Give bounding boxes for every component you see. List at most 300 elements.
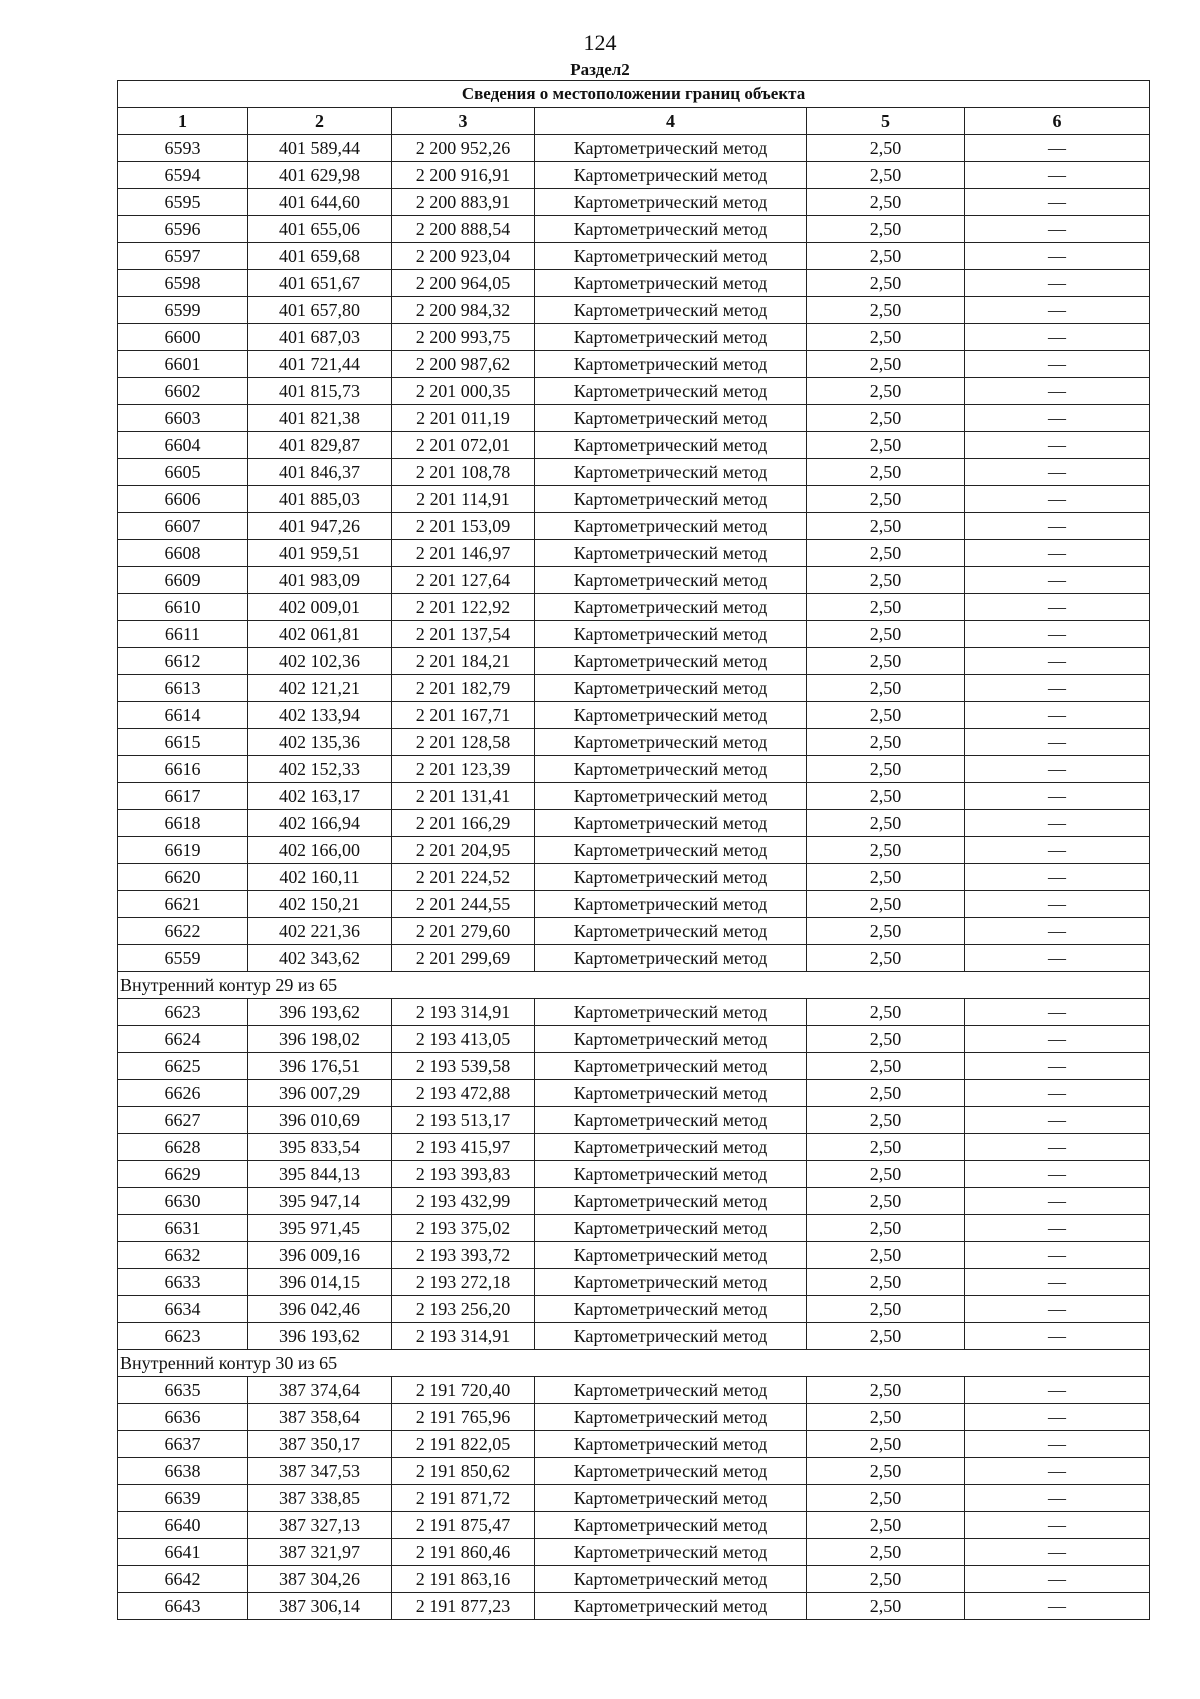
description-cell: —	[965, 864, 1150, 891]
y-coordinate-cell: 2 200 952,26	[392, 135, 535, 162]
point-number-cell: 6620	[118, 864, 248, 891]
method-cell: Картометрический метод	[535, 702, 807, 729]
point-number-cell: 6617	[118, 783, 248, 810]
point-number-cell: 6605	[118, 459, 248, 486]
accuracy-cell: 2,50	[807, 405, 965, 432]
x-coordinate-cell: 402 160,11	[248, 864, 392, 891]
description-cell: —	[965, 1404, 1150, 1431]
description-cell: —	[965, 1188, 1150, 1215]
accuracy-cell: 2,50	[807, 864, 965, 891]
point-number-cell: 6604	[118, 432, 248, 459]
y-coordinate-cell: 2 201 204,95	[392, 837, 535, 864]
column-number: 4	[535, 108, 807, 135]
x-coordinate-cell: 395 947,14	[248, 1188, 392, 1215]
x-coordinate-cell: 402 135,36	[248, 729, 392, 756]
y-coordinate-cell: 2 191 850,62	[392, 1458, 535, 1485]
y-coordinate-cell: 2 193 472,88	[392, 1080, 535, 1107]
x-coordinate-cell: 402 102,36	[248, 648, 392, 675]
accuracy-cell: 2,50	[807, 486, 965, 513]
point-number-cell: 6636	[118, 1404, 248, 1431]
method-cell: Картометрический метод	[535, 1458, 807, 1485]
accuracy-cell: 2,50	[807, 270, 965, 297]
method-cell: Картометрический метод	[535, 351, 807, 378]
table-row	[118, 1107, 1150, 1134]
y-coordinate-cell: 2 201 108,78	[392, 459, 535, 486]
accuracy-cell: 2,50	[807, 540, 965, 567]
method-cell: Картометрический метод	[535, 1566, 807, 1593]
x-coordinate-cell: 401 687,03	[248, 324, 392, 351]
accuracy-cell: 2,50	[807, 1026, 965, 1053]
table-row	[118, 1134, 1150, 1161]
x-coordinate-cell: 401 947,26	[248, 513, 392, 540]
method-cell: Картометрический метод	[535, 1485, 807, 1512]
y-coordinate-cell: 2 193 415,97	[392, 1134, 535, 1161]
point-number-cell: 6629	[118, 1161, 248, 1188]
description-cell: —	[965, 945, 1150, 972]
accuracy-cell: 2,50	[807, 1593, 965, 1620]
y-coordinate-cell: 2 201 184,21	[392, 648, 535, 675]
point-number-cell: 6611	[118, 621, 248, 648]
method-cell: Картометрический метод	[535, 918, 807, 945]
table-row	[118, 756, 1150, 783]
x-coordinate-cell: 396 042,46	[248, 1296, 392, 1323]
table-title-row	[118, 81, 1150, 108]
accuracy-cell: 2,50	[807, 756, 965, 783]
description-cell: —	[965, 1215, 1150, 1242]
page-number: 124	[583, 30, 617, 55]
table-row	[118, 1080, 1150, 1107]
point-number-cell: 6623	[118, 999, 248, 1026]
point-number-cell: 6643	[118, 1593, 248, 1620]
method-cell: Картометрический метод	[535, 594, 807, 621]
column-number-row	[118, 108, 1150, 135]
point-number-cell: 6559	[118, 945, 248, 972]
point-number-cell: 6595	[118, 189, 248, 216]
x-coordinate-cell: 396 014,15	[248, 1269, 392, 1296]
x-coordinate-cell: 396 198,02	[248, 1026, 392, 1053]
x-coordinate-cell: 387 338,85	[248, 1485, 392, 1512]
x-coordinate-cell: 401 821,38	[248, 405, 392, 432]
method-cell: Картометрический метод	[535, 1296, 807, 1323]
point-number-cell: 6613	[118, 675, 248, 702]
accuracy-cell: 2,50	[807, 918, 965, 945]
table-row	[118, 1188, 1150, 1215]
x-coordinate-cell: 395 971,45	[248, 1215, 392, 1242]
x-coordinate-cell: 401 657,80	[248, 297, 392, 324]
y-coordinate-cell: 2 193 375,02	[392, 1215, 535, 1242]
description-cell: —	[965, 675, 1150, 702]
table-row	[118, 621, 1150, 648]
accuracy-cell: 2,50	[807, 378, 965, 405]
x-coordinate-cell: 387 358,64	[248, 1404, 392, 1431]
y-coordinate-cell: 2 201 072,01	[392, 432, 535, 459]
method-cell: Картометрический метод	[535, 675, 807, 702]
table-row	[118, 351, 1150, 378]
y-coordinate-cell: 2 201 153,09	[392, 513, 535, 540]
y-coordinate-cell: 2 193 432,99	[392, 1188, 535, 1215]
y-coordinate-cell: 2 201 011,19	[392, 405, 535, 432]
description-cell: —	[965, 1431, 1150, 1458]
point-number-cell: 6607	[118, 513, 248, 540]
accuracy-cell: 2,50	[807, 1053, 965, 1080]
method-cell: Картометрический метод	[535, 1053, 807, 1080]
table-row	[118, 648, 1150, 675]
description-cell: —	[965, 459, 1150, 486]
description-cell: —	[965, 1026, 1150, 1053]
y-coordinate-cell: 2 201 299,69	[392, 945, 535, 972]
y-coordinate-cell: 2 193 256,20	[392, 1296, 535, 1323]
accuracy-cell: 2,50	[807, 351, 965, 378]
description-cell: —	[965, 756, 1150, 783]
y-coordinate-cell: 2 200 964,05	[392, 270, 535, 297]
accuracy-cell: 2,50	[807, 810, 965, 837]
description-cell: —	[965, 270, 1150, 297]
method-cell: Картометрический метод	[535, 1188, 807, 1215]
table-row	[118, 810, 1150, 837]
description-cell: —	[965, 1593, 1150, 1620]
point-number-cell: 6606	[118, 486, 248, 513]
x-coordinate-cell: 401 651,67	[248, 270, 392, 297]
point-number-cell: 6638	[118, 1458, 248, 1485]
x-coordinate-cell: 396 193,62	[248, 999, 392, 1026]
accuracy-cell: 2,50	[807, 945, 965, 972]
x-coordinate-cell: 401 659,68	[248, 243, 392, 270]
description-cell: —	[965, 1485, 1150, 1512]
y-coordinate-cell: 2 201 128,58	[392, 729, 535, 756]
y-coordinate-cell: 2 200 888,54	[392, 216, 535, 243]
x-coordinate-cell: 402 166,94	[248, 810, 392, 837]
x-coordinate-cell: 401 959,51	[248, 540, 392, 567]
y-coordinate-cell: 2 201 131,41	[392, 783, 535, 810]
x-coordinate-cell: 401 983,09	[248, 567, 392, 594]
description-cell: —	[965, 378, 1150, 405]
point-number-cell: 6627	[118, 1107, 248, 1134]
y-coordinate-cell: 2 193 314,91	[392, 999, 535, 1026]
table-row	[118, 216, 1150, 243]
accuracy-cell: 2,50	[807, 1242, 965, 1269]
accuracy-cell: 2,50	[807, 837, 965, 864]
point-number-cell: 6626	[118, 1080, 248, 1107]
method-cell: Картометрический метод	[535, 270, 807, 297]
point-number-cell: 6602	[118, 378, 248, 405]
table-title: Сведения о местоположении границ объекта	[118, 81, 1150, 108]
table-row	[118, 1485, 1150, 1512]
x-coordinate-cell: 401 589,44	[248, 135, 392, 162]
method-cell: Картометрический метод	[535, 135, 807, 162]
accuracy-cell: 2,50	[807, 675, 965, 702]
table-row	[118, 432, 1150, 459]
description-cell: —	[965, 189, 1150, 216]
column-number: 1	[118, 108, 248, 135]
y-coordinate-cell: 2 201 166,29	[392, 810, 535, 837]
x-coordinate-cell: 402 343,62	[248, 945, 392, 972]
x-coordinate-cell: 402 009,01	[248, 594, 392, 621]
method-cell: Картометрический метод	[535, 513, 807, 540]
method-cell: Картометрический метод	[535, 405, 807, 432]
description-cell: —	[965, 594, 1150, 621]
boundary-coordinates-table	[117, 80, 1150, 1620]
method-cell: Картометрический метод	[535, 783, 807, 810]
y-coordinate-cell: 2 201 244,55	[392, 891, 535, 918]
y-coordinate-cell: 2 200 993,75	[392, 324, 535, 351]
table-row	[118, 243, 1150, 270]
accuracy-cell: 2,50	[807, 1080, 965, 1107]
table-row	[118, 1269, 1150, 1296]
method-cell: Картометрический метод	[535, 297, 807, 324]
method-cell: Картометрический метод	[535, 189, 807, 216]
accuracy-cell: 2,50	[807, 1134, 965, 1161]
point-number-cell: 6625	[118, 1053, 248, 1080]
y-coordinate-cell: 2 201 122,92	[392, 594, 535, 621]
point-number-cell: 6600	[118, 324, 248, 351]
x-coordinate-cell: 396 010,69	[248, 1107, 392, 1134]
point-number-cell: 6593	[118, 135, 248, 162]
x-coordinate-cell: 387 306,14	[248, 1593, 392, 1620]
description-cell: —	[965, 1107, 1150, 1134]
method-cell: Картометрический метод	[535, 486, 807, 513]
x-coordinate-cell: 402 133,94	[248, 702, 392, 729]
x-coordinate-cell: 387 350,17	[248, 1431, 392, 1458]
description-cell: —	[965, 891, 1150, 918]
accuracy-cell: 2,50	[807, 1269, 965, 1296]
point-number-cell: 6615	[118, 729, 248, 756]
table-row	[118, 891, 1150, 918]
x-coordinate-cell: 402 121,21	[248, 675, 392, 702]
method-cell: Картометрический метод	[535, 216, 807, 243]
x-coordinate-cell: 402 152,33	[248, 756, 392, 783]
description-cell: —	[965, 1269, 1150, 1296]
accuracy-cell: 2,50	[807, 297, 965, 324]
description-cell: —	[965, 702, 1150, 729]
description-cell: —	[965, 1566, 1150, 1593]
description-cell: —	[965, 297, 1150, 324]
column-number: 2	[248, 108, 392, 135]
table-row	[118, 999, 1150, 1026]
table-row	[118, 513, 1150, 540]
accuracy-cell: 2,50	[807, 999, 965, 1026]
accuracy-cell: 2,50	[807, 1161, 965, 1188]
method-cell: Картометрический метод	[535, 432, 807, 459]
table-row	[118, 567, 1150, 594]
point-number-cell: 6632	[118, 1242, 248, 1269]
x-coordinate-cell: 387 327,13	[248, 1512, 392, 1539]
x-coordinate-cell: 402 061,81	[248, 621, 392, 648]
y-coordinate-cell: 2 201 000,35	[392, 378, 535, 405]
point-number-cell: 6601	[118, 351, 248, 378]
table-row	[118, 702, 1150, 729]
method-cell: Картометрический метод	[535, 1512, 807, 1539]
accuracy-cell: 2,50	[807, 1431, 965, 1458]
accuracy-cell: 2,50	[807, 1404, 965, 1431]
point-number-cell: 6616	[118, 756, 248, 783]
point-number-cell: 6598	[118, 270, 248, 297]
description-cell: —	[965, 540, 1150, 567]
x-coordinate-cell: 395 833,54	[248, 1134, 392, 1161]
accuracy-cell: 2,50	[807, 1296, 965, 1323]
description-cell: —	[965, 810, 1150, 837]
y-coordinate-cell: 2 191 875,47	[392, 1512, 535, 1539]
method-cell: Картометрический метод	[535, 1593, 807, 1620]
table-row	[118, 783, 1150, 810]
y-coordinate-cell: 2 200 883,91	[392, 189, 535, 216]
table-row	[118, 270, 1150, 297]
point-number-cell: 6612	[118, 648, 248, 675]
accuracy-cell: 2,50	[807, 243, 965, 270]
accuracy-cell: 2,50	[807, 621, 965, 648]
method-cell: Картометрический метод	[535, 729, 807, 756]
x-coordinate-cell: 402 163,17	[248, 783, 392, 810]
description-cell: —	[965, 1134, 1150, 1161]
method-cell: Картометрический метод	[535, 837, 807, 864]
method-cell: Картометрический метод	[535, 756, 807, 783]
table-row	[118, 1539, 1150, 1566]
y-coordinate-cell: 2 193 393,72	[392, 1242, 535, 1269]
point-number-cell: 6621	[118, 891, 248, 918]
y-coordinate-cell: 2 191 877,23	[392, 1593, 535, 1620]
table-row	[118, 594, 1150, 621]
accuracy-cell: 2,50	[807, 1323, 965, 1350]
point-number-cell: 6624	[118, 1026, 248, 1053]
x-coordinate-cell: 387 304,26	[248, 1566, 392, 1593]
table-row	[118, 378, 1150, 405]
table-row	[118, 1566, 1150, 1593]
method-cell: Картометрический метод	[535, 378, 807, 405]
method-cell: Картометрический метод	[535, 1431, 807, 1458]
table-row	[118, 1323, 1150, 1350]
y-coordinate-cell: 2 191 765,96	[392, 1404, 535, 1431]
description-cell: —	[965, 1539, 1150, 1566]
contour-label: Внутренний контур 30 из 65	[118, 1350, 1150, 1377]
table-row	[118, 135, 1150, 162]
y-coordinate-cell: 2 193 413,05	[392, 1026, 535, 1053]
table-row	[118, 1431, 1150, 1458]
method-cell: Картометрический метод	[535, 459, 807, 486]
point-number-cell: 6642	[118, 1566, 248, 1593]
y-coordinate-cell: 2 191 720,40	[392, 1377, 535, 1404]
table-row	[118, 297, 1150, 324]
table-row	[118, 918, 1150, 945]
method-cell: Картометрический метод	[535, 243, 807, 270]
description-cell: —	[965, 351, 1150, 378]
section-label: Раздел2	[570, 60, 630, 79]
point-number-cell: 6634	[118, 1296, 248, 1323]
accuracy-cell: 2,50	[807, 729, 965, 756]
accuracy-cell: 2,50	[807, 459, 965, 486]
column-number: 3	[392, 108, 535, 135]
point-number-cell: 6618	[118, 810, 248, 837]
accuracy-cell: 2,50	[807, 189, 965, 216]
point-number-cell: 6603	[118, 405, 248, 432]
description-cell: —	[965, 837, 1150, 864]
table-row	[118, 162, 1150, 189]
accuracy-cell: 2,50	[807, 432, 965, 459]
accuracy-cell: 2,50	[807, 513, 965, 540]
y-coordinate-cell: 2 201 167,71	[392, 702, 535, 729]
description-cell: —	[965, 1053, 1150, 1080]
point-number-cell: 6641	[118, 1539, 248, 1566]
description-cell: —	[965, 1323, 1150, 1350]
x-coordinate-cell: 402 221,36	[248, 918, 392, 945]
point-number-cell: 6622	[118, 918, 248, 945]
y-coordinate-cell: 2 201 127,64	[392, 567, 535, 594]
accuracy-cell: 2,50	[807, 1566, 965, 1593]
table-row	[118, 1053, 1150, 1080]
y-coordinate-cell: 2 193 314,91	[392, 1323, 535, 1350]
y-coordinate-cell: 2 191 860,46	[392, 1539, 535, 1566]
method-cell: Картометрический метод	[535, 324, 807, 351]
method-cell: Картометрический метод	[535, 621, 807, 648]
point-number-cell: 6597	[118, 243, 248, 270]
table-row	[118, 1377, 1150, 1404]
y-coordinate-cell: 2 200 916,91	[392, 162, 535, 189]
table-row	[118, 1512, 1150, 1539]
y-coordinate-cell: 2 191 822,05	[392, 1431, 535, 1458]
method-cell: Картометрический метод	[535, 999, 807, 1026]
accuracy-cell: 2,50	[807, 1107, 965, 1134]
description-cell: —	[965, 1512, 1150, 1539]
point-number-cell: 6633	[118, 1269, 248, 1296]
method-cell: Картометрический метод	[535, 810, 807, 837]
contour-row	[118, 972, 1150, 999]
x-coordinate-cell: 387 347,53	[248, 1458, 392, 1485]
method-cell: Картометрический метод	[535, 945, 807, 972]
x-coordinate-cell: 401 829,87	[248, 432, 392, 459]
method-cell: Картометрический метод	[535, 1539, 807, 1566]
method-cell: Картометрический метод	[535, 1026, 807, 1053]
accuracy-cell: 2,50	[807, 1188, 965, 1215]
accuracy-cell: 2,50	[807, 648, 965, 675]
y-coordinate-cell: 2 191 863,16	[392, 1566, 535, 1593]
description-cell: —	[965, 1296, 1150, 1323]
description-cell: —	[965, 162, 1150, 189]
description-cell: —	[965, 1080, 1150, 1107]
y-coordinate-cell: 2 200 984,32	[392, 297, 535, 324]
description-cell: —	[965, 243, 1150, 270]
point-number-cell: 6635	[118, 1377, 248, 1404]
method-cell: Картометрический метод	[535, 567, 807, 594]
description-cell: —	[965, 324, 1150, 351]
table-row	[118, 1593, 1150, 1620]
description-cell: —	[965, 621, 1150, 648]
y-coordinate-cell: 2 200 987,62	[392, 351, 535, 378]
y-coordinate-cell: 2 193 513,17	[392, 1107, 535, 1134]
description-cell: —	[965, 1161, 1150, 1188]
description-cell: —	[965, 1242, 1150, 1269]
method-cell: Картометрический метод	[535, 1269, 807, 1296]
point-number-cell: 6639	[118, 1485, 248, 1512]
accuracy-cell: 2,50	[807, 783, 965, 810]
method-cell: Картометрический метод	[535, 540, 807, 567]
description-cell: —	[965, 999, 1150, 1026]
table-row	[118, 837, 1150, 864]
description-cell: —	[965, 918, 1150, 945]
table-row	[118, 189, 1150, 216]
y-coordinate-cell: 2 193 539,58	[392, 1053, 535, 1080]
method-cell: Картометрический метод	[535, 1161, 807, 1188]
x-coordinate-cell: 396 009,16	[248, 1242, 392, 1269]
x-coordinate-cell: 401 655,06	[248, 216, 392, 243]
y-coordinate-cell: 2 201 114,91	[392, 486, 535, 513]
method-cell: Картометрический метод	[535, 891, 807, 918]
y-coordinate-cell: 2 201 182,79	[392, 675, 535, 702]
x-coordinate-cell: 402 150,21	[248, 891, 392, 918]
description-cell: —	[965, 1377, 1150, 1404]
accuracy-cell: 2,50	[807, 1539, 965, 1566]
x-coordinate-cell: 401 846,37	[248, 459, 392, 486]
x-coordinate-cell: 401 629,98	[248, 162, 392, 189]
point-number-cell: 6599	[118, 297, 248, 324]
x-coordinate-cell: 396 007,29	[248, 1080, 392, 1107]
